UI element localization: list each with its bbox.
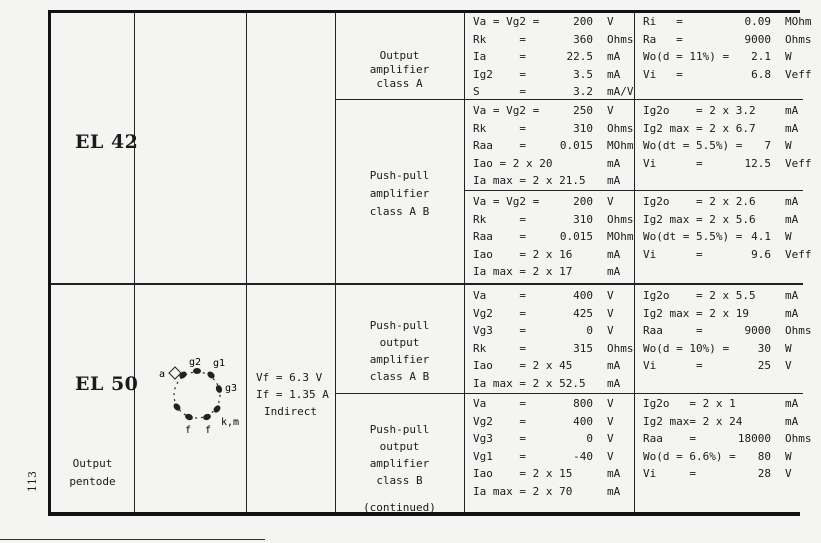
param-label: Raa = bbox=[473, 230, 526, 243]
data-sheet-table bbox=[48, 10, 812, 516]
param-unit: mA bbox=[785, 306, 799, 320]
param-label: Ri = bbox=[643, 15, 683, 28]
param-label: Wo(d = 6.6%) = bbox=[643, 449, 736, 463]
param-unit: V bbox=[607, 414, 614, 428]
tube-divider bbox=[51, 283, 803, 285]
param-label: Vi = bbox=[643, 67, 683, 81]
tube-name-el50: EL 50 bbox=[75, 373, 139, 395]
param-value: 360 bbox=[573, 32, 593, 46]
param-unit: W bbox=[785, 230, 792, 243]
param-unit: Ohms bbox=[607, 121, 634, 135]
param-value: 2.1 bbox=[751, 50, 771, 63]
param-value: 30 bbox=[757, 341, 771, 355]
footer-rule bbox=[0, 539, 265, 540]
param-label: Ia max = 2 x 52.5 bbox=[473, 376, 586, 390]
param-value: 0.015 bbox=[559, 139, 593, 152]
param-unit: V bbox=[607, 104, 614, 117]
param-value: 9.6 bbox=[751, 247, 771, 261]
param-unit: Ohms bbox=[785, 432, 812, 445]
param-label: Va = Vg2 = bbox=[473, 195, 540, 208]
param-unit: V bbox=[607, 15, 614, 28]
param-unit: mA bbox=[607, 467, 621, 480]
param-label: Va = Vg2 = bbox=[473, 15, 540, 28]
col-divider bbox=[134, 13, 135, 512]
param-unit: Ohms bbox=[607, 341, 634, 355]
param-unit: Ohms bbox=[607, 32, 634, 46]
param-label: Rk = bbox=[473, 212, 526, 226]
param-value: 0.09 bbox=[744, 15, 771, 28]
param-value: 12.5 bbox=[744, 156, 771, 170]
param-value: 22.5 bbox=[566, 50, 593, 63]
param-label: Ia max = 2 x 21.5 bbox=[473, 174, 586, 187]
tube-name-el42: EL 42 bbox=[75, 131, 139, 153]
param-label: Vg3 = bbox=[473, 324, 526, 337]
pin-label: g2 bbox=[189, 357, 202, 368]
param-unit: mA bbox=[785, 397, 799, 410]
param-label: Raa = bbox=[643, 324, 703, 337]
param-unit: mA/V bbox=[607, 85, 634, 98]
param-unit: MOhm bbox=[607, 139, 634, 152]
param-label: Ia max = 2 x 70 bbox=[473, 484, 573, 498]
param-value: 800 bbox=[573, 397, 593, 410]
param-unit: Veff bbox=[785, 156, 812, 170]
param-label: Ig2o = 2 x 5.5 bbox=[643, 289, 756, 302]
param-label: Rk = bbox=[473, 341, 526, 355]
param-unit: V bbox=[785, 359, 792, 372]
pin-label: f bbox=[205, 425, 212, 436]
param-value: 0 bbox=[586, 432, 593, 445]
pin-circle bbox=[174, 372, 220, 418]
param-label: Ig2 max = 2 x 6.7 bbox=[643, 121, 756, 135]
param-label: Vg2 = bbox=[473, 306, 526, 320]
param-label: Rk = bbox=[473, 32, 526, 46]
param-label: Ia max = 2 x 17 bbox=[473, 265, 573, 278]
param-label: Vg1 = bbox=[473, 449, 526, 463]
param-value: 250 bbox=[573, 104, 593, 117]
pin-label: f bbox=[185, 425, 192, 436]
pin-label: g3 bbox=[225, 383, 238, 394]
param-label: Ig2o = 2 x 1 bbox=[643, 397, 736, 410]
param-label: Va = bbox=[473, 289, 526, 302]
param-label: Ig2 max = 2 x 5.6 bbox=[643, 212, 756, 226]
param-value: 3.5 bbox=[573, 67, 593, 81]
heater-specs: Vf = 6.3 V If = 1.35 A Indirect bbox=[256, 371, 329, 418]
param-unit: W bbox=[785, 341, 792, 355]
param-value: 25 bbox=[757, 359, 771, 372]
param-label: Wo(dt = 5.5%) = bbox=[643, 230, 743, 243]
param-label: Ig2 max= 2 x 24 bbox=[643, 414, 743, 428]
row-divider bbox=[335, 393, 803, 394]
param-value: 6.8 bbox=[751, 67, 771, 81]
param-value: 4.1 bbox=[751, 230, 771, 243]
param-unit: Ohms bbox=[785, 324, 812, 337]
param-unit: mA bbox=[607, 265, 621, 278]
param-value: 310 bbox=[573, 212, 593, 226]
param-unit: V bbox=[607, 397, 614, 410]
param-unit: W bbox=[785, 139, 792, 152]
param-unit: mA bbox=[785, 121, 799, 135]
param-label: Vi = bbox=[643, 359, 703, 372]
page-number: 113 bbox=[26, 471, 39, 492]
base-pinout-diagram bbox=[151, 353, 241, 436]
param-unit: mA bbox=[607, 156, 621, 170]
param-value: 9000 bbox=[744, 324, 771, 337]
param-label: S = bbox=[473, 85, 526, 98]
param-unit: mA bbox=[607, 359, 621, 372]
row-divider bbox=[464, 190, 803, 191]
param-label: Vi = bbox=[643, 156, 703, 170]
param-label: Vi = bbox=[643, 467, 696, 480]
param-unit: Ohms bbox=[607, 212, 634, 226]
param-value: 200 bbox=[573, 195, 593, 208]
param-value: 315 bbox=[573, 341, 593, 355]
col-divider bbox=[634, 13, 635, 512]
param-unit: MOhm bbox=[785, 15, 812, 28]
param-value: 0.015 bbox=[559, 230, 593, 243]
continued-note: (continued) bbox=[363, 501, 436, 514]
param-value: 80 bbox=[757, 449, 771, 463]
param-unit: mA bbox=[607, 174, 621, 187]
param-label: Rk = bbox=[473, 121, 526, 135]
param-unit: V bbox=[607, 195, 614, 208]
param-label: Ig2 max = 2 x 19 bbox=[643, 306, 749, 320]
param-label: Ia = bbox=[473, 50, 526, 63]
param-value: -40 bbox=[573, 449, 593, 463]
pin-label: k,m bbox=[221, 417, 240, 428]
param-label: Wo(dt = 5.5%) = bbox=[643, 139, 743, 152]
col-divider bbox=[464, 13, 465, 512]
param-label: Va = bbox=[473, 397, 526, 410]
param-unit: W bbox=[785, 50, 792, 63]
pins bbox=[172, 368, 223, 421]
param-label: Ig2 = bbox=[473, 67, 526, 81]
mode-label: Push-pull amplifier class A B bbox=[369, 169, 430, 218]
param-unit: Veff bbox=[785, 247, 812, 261]
param-unit: V bbox=[607, 306, 614, 320]
param-value: 310 bbox=[573, 121, 593, 135]
param-label: Iao = 2 x 45 bbox=[473, 359, 573, 372]
row-divider bbox=[335, 99, 803, 100]
param-label: Vi = bbox=[643, 247, 703, 261]
pin-label: a bbox=[159, 369, 166, 380]
param-unit: V bbox=[785, 467, 792, 480]
param-unit: mA bbox=[785, 195, 799, 208]
mode-label: Push-pull output amplifier class A B bbox=[369, 319, 430, 383]
param-label: Iao = 2 x 16 bbox=[473, 247, 573, 261]
param-unit: V bbox=[607, 324, 614, 337]
param-unit: V bbox=[607, 449, 614, 463]
param-unit: Ohms bbox=[785, 32, 812, 46]
param-value: 425 bbox=[573, 306, 593, 320]
tube-type: Output pentode bbox=[69, 457, 116, 488]
param-unit: mA bbox=[607, 376, 621, 390]
param-label: Raa = bbox=[473, 139, 526, 152]
col-divider bbox=[246, 13, 247, 512]
param-unit: mA bbox=[785, 104, 799, 117]
mode-label: Output amplifier class A bbox=[369, 49, 430, 90]
param-label: Vg2 = bbox=[473, 414, 526, 428]
pin-label: g1 bbox=[213, 358, 226, 369]
param-value: 9000 bbox=[744, 32, 771, 46]
param-unit: mA bbox=[607, 247, 621, 261]
param-unit: mA bbox=[607, 484, 621, 498]
param-value: 3.2 bbox=[573, 85, 593, 98]
param-label: Ig2o = 2 x 3.2 bbox=[643, 104, 756, 117]
param-unit: V bbox=[607, 432, 614, 445]
param-value: 0 bbox=[586, 324, 593, 337]
param-unit: mA bbox=[785, 414, 799, 428]
param-unit: mA bbox=[607, 67, 621, 81]
param-unit: mA bbox=[607, 50, 621, 63]
param-value: 200 bbox=[573, 15, 593, 28]
param-unit: mA bbox=[785, 212, 799, 226]
param-label: Vg3 = bbox=[473, 432, 526, 445]
param-value: 400 bbox=[573, 414, 593, 428]
param-value: 7 bbox=[764, 139, 771, 152]
param-value: 28 bbox=[757, 467, 771, 480]
param-value: 400 bbox=[573, 289, 593, 302]
param-unit: V bbox=[607, 289, 614, 302]
param-unit: MOhm bbox=[607, 230, 634, 243]
param-value: 18000 bbox=[737, 432, 771, 445]
param-label: Wo(d = 11%) = bbox=[643, 50, 730, 63]
param-label: Iao = 2 x 20 bbox=[473, 156, 553, 170]
mode-label: Push-pull output amplifier class B bbox=[369, 423, 430, 487]
param-label: Iao = 2 x 15 bbox=[473, 467, 573, 480]
param-label: Ig2o = 2 x 2.6 bbox=[643, 195, 756, 208]
param-label: Va = Vg2 = bbox=[473, 104, 540, 117]
param-label: Wo(d = 10%) = bbox=[643, 341, 730, 355]
param-unit: W bbox=[785, 449, 792, 463]
param-label: Raa = bbox=[643, 432, 696, 445]
param-label: Ra = bbox=[643, 32, 683, 46]
param-unit: mA bbox=[785, 289, 799, 302]
param-unit: Veff bbox=[785, 67, 812, 81]
